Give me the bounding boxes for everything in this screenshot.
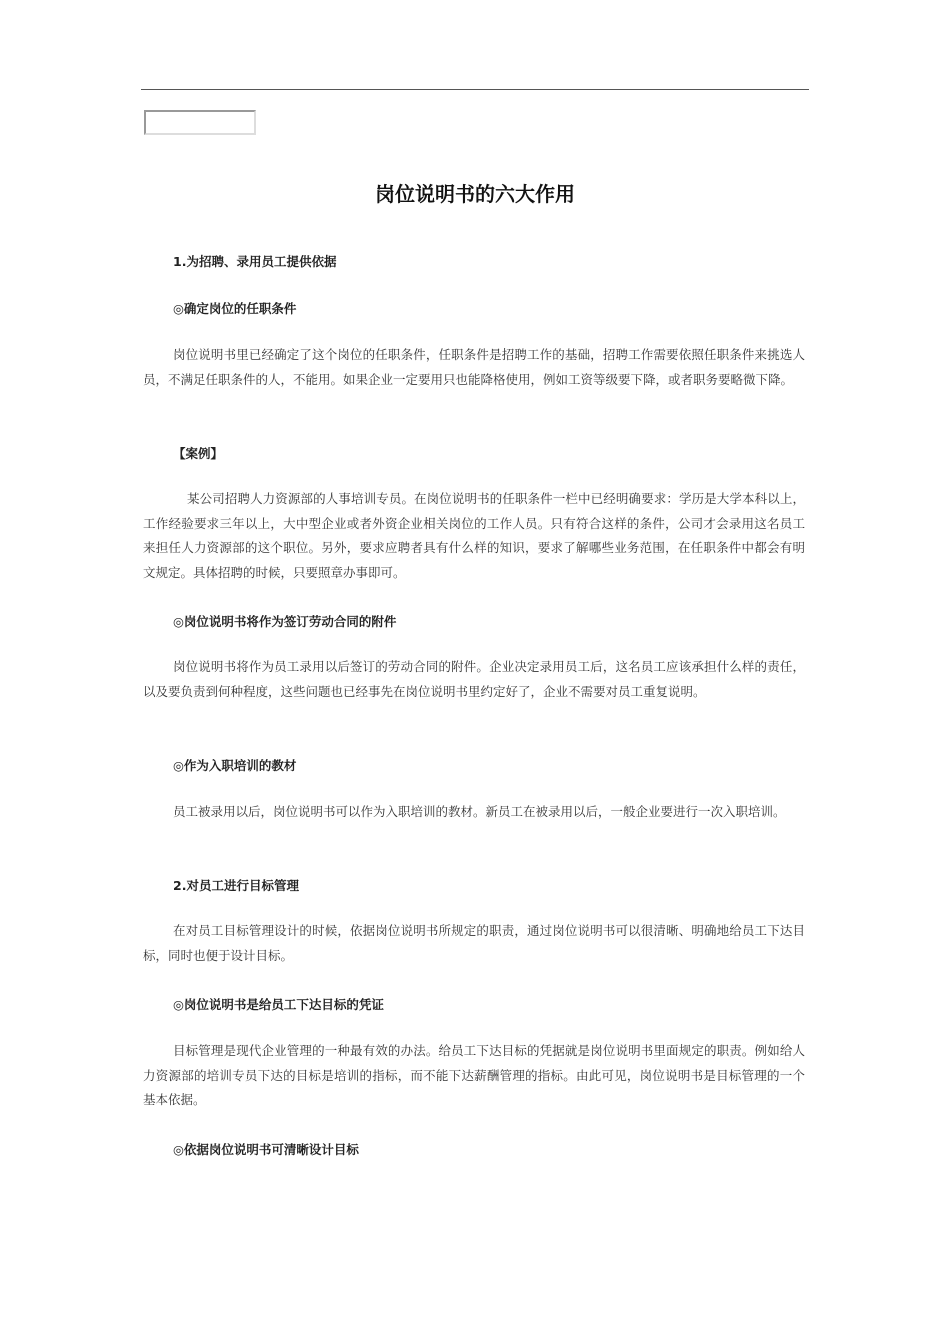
paragraph: 岗位说明书里已经确定了这个岗位的任职条件，任职条件是招聘工作的基础，招聘工作需要依照任职条件来挑选人员，不满足任职条件的人，不能用。如果企业一定要用只也能降格使用，例如工资等级要下降，或者职务要略微下降。 (143, 347, 805, 387)
subsection-heading: ◎作为入职培训的教材 (173, 758, 297, 773)
header-rule (141, 89, 809, 90)
subsection-heading: ◎确定岗位的任职条件 (173, 301, 297, 316)
paragraph: 岗位说明书将作为员工录用以后签订的劳动合同的附件。企业决定录用员工后，这名员工应该承担什么样的责任，以及要负责到何种程度，这些问题也已经事先在岗位说明书里约定好了，企业不需要对员工重复说明。 (143, 659, 805, 699)
section-heading: 1.为招聘、录用员工提供依据 (173, 254, 337, 269)
subsection-heading: ◎岗位说明书将作为签订劳动合同的附件 (173, 614, 397, 629)
page-title: 岗位说明书的六大作用 (375, 182, 575, 206)
paragraph: 在对员工目标管理设计的时候，依据岗位说明书所规定的职责，通过岗位说明书可以很清晰、明确地给员工下达目标，同时也便于设计目标。 (143, 923, 805, 963)
section-heading: 2.对员工进行目标管理 (173, 878, 299, 893)
subsection-heading: ◎岗位说明书是给员工下达目标的凭证 (173, 997, 384, 1012)
case-label: 【案例】 (173, 446, 224, 461)
paragraph: 目标管理是现代企业管理的一种最有效的办法。给员工下达目标的凭据就是岗位说明书里面规定的职责。例如给人力资源部的培训专员下达的目标是培训的指标，而不能下达薪酬管理的指标。由此可见，岗位说明书是目标管理的一个基本依据。 (143, 1043, 805, 1107)
case-paragraph: 某公司招聘人力资源部的人事培训专员。在岗位说明书的任职条件一栏中已经明确要求：学历是大学本科以上，工作经验要求三年以上，大中型企业或者外资企业相关岗位的工作人员。只有符合这样的条件，公司才会录用这名员工来担任人力资源部的这个职位。另外，要求应聘者具有什么样的知识，要求了解哪些业务范围，在任职条件中都会有明文规定。具体招聘的时候，只要照章办事即可。 (143, 491, 805, 580)
empty-input-box[interactable] (144, 110, 256, 135)
subsection-heading: ◎依据岗位说明书可清晰设计目标 (173, 1142, 359, 1157)
paragraph: 员工被录用以后，岗位说明书可以作为入职培训的教材。新员工在被录用以后，一般企业要进行一次入职培训。 (173, 804, 786, 819)
